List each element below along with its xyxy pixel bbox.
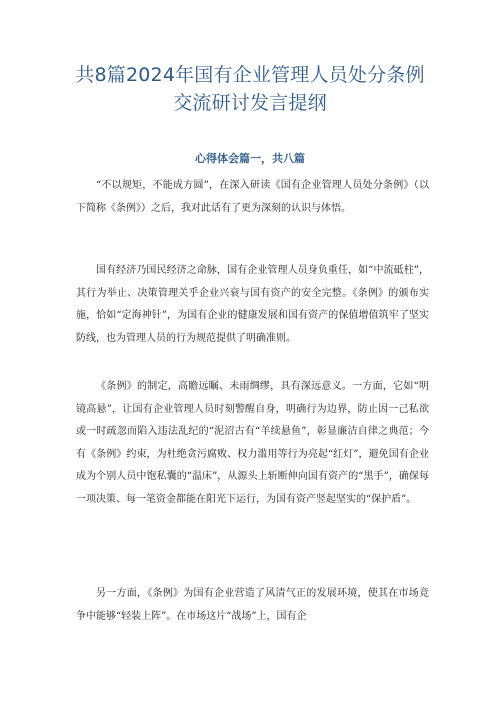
section-heading: 心得体会篇一，共八篇 [195,152,305,165]
body-paragraph: 另一方面，《条例》为国有企业营造了风清气正的发展环境，使其在市场竞争中能够“轻装上阵”。在市场这片“战场”上，国有企 [76,588,429,622]
document-title-line-2: 交流研讨发言提纲 [173,92,327,114]
body-paragraph: 《条例》的制定，高瞻远瞩、未雨绸缪，具有深远意义。一方面，它如“明镜高悬”，让国有企业管理人员时刻警醒自身，明确行为边界，防止因一己私欲或一时疏忽而陷入违法乱纪的“泥沼古有“羊续悬鱼”，彰显廉洁自律之典范；今有《条例》约束，为杜绝贪污腐败、权力滥用等行为亮起“红灯”，避免国有企业成为个别人员中饱私囊的“温床”，从源头上斩断伸向国有资产的“黑手”，确保每一项决策、每一笔资金都能在阳光下运行，为国有资产竖起坚实的“保护盾”。 [76,381,429,505]
body-paragraph: “不以规矩，不能成方圆”，在深入研读《国有企业管理人员处分条例》（以下简称《条例》）之后，我对此话有了更为深刻的认识与体悟。 [76,180,429,214]
document-title-line-1: 共8篇2024年国有企业管理人员处分条例 [75,64,425,86]
body-paragraph: 国有经济乃国民经济之命脉，国有企业管理人员身负重任，如“中流砥柱”，其行为举止、决策管理关乎企业兴衰与国有资产的安全完整。《条例》的颁布实施，恰如“定海神针”，为国有企业的健康发展和国有资产的保值增值筑牢了坚实防线，也为管理人员的行为规范提供了明确准则。 [76,265,429,344]
